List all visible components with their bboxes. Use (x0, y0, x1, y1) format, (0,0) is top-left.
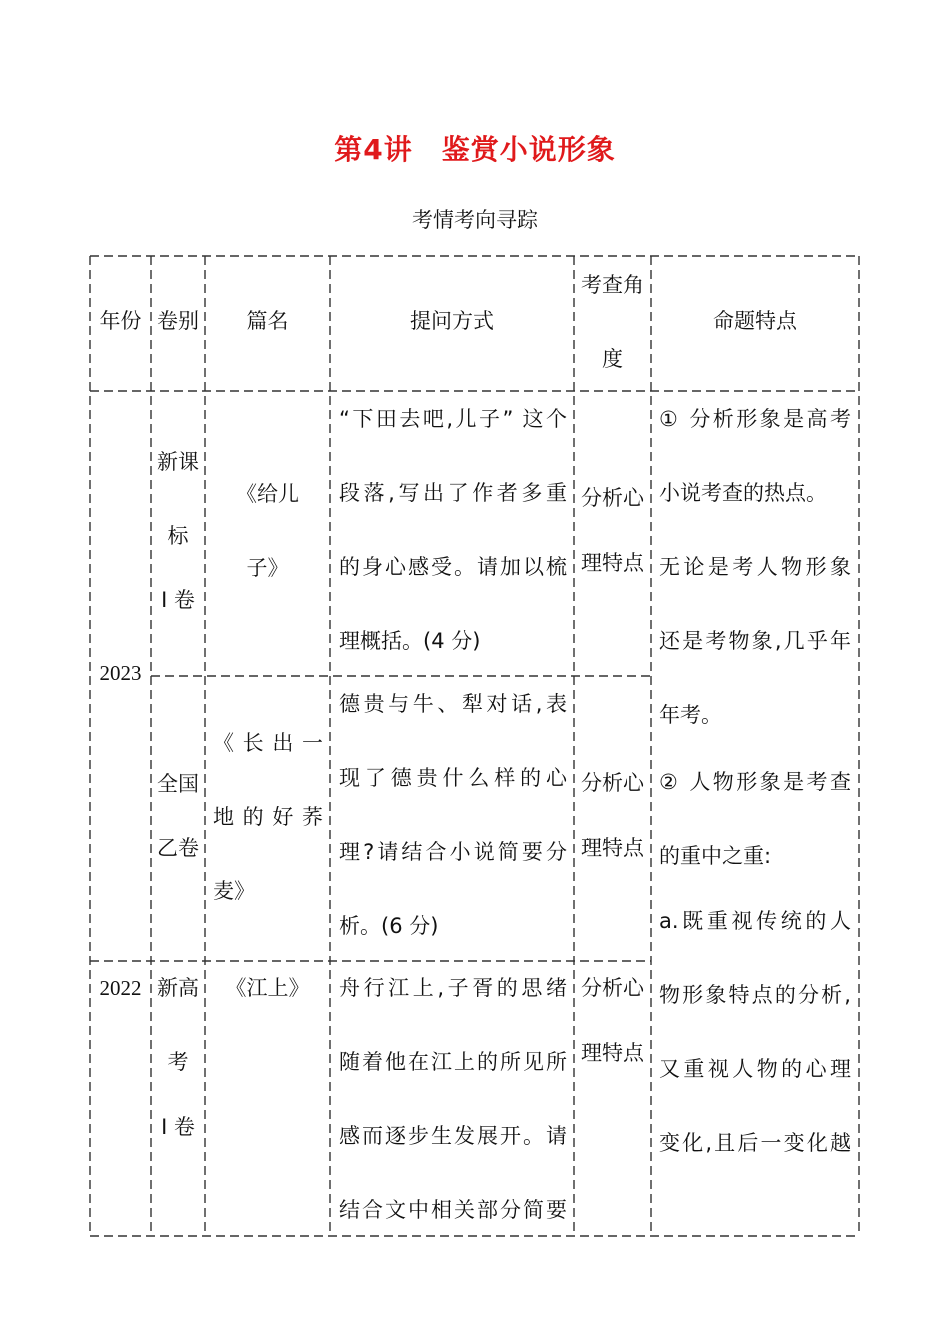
feature-line: 小说考查的热点。 (659, 481, 827, 505)
paper-line: 乙卷 (157, 836, 199, 860)
question-line: 理?请结合小说简要分 (339, 840, 567, 864)
question-line: 随着他在江上的所见所 (339, 1050, 567, 1074)
page-title: 第4讲 鉴赏小说形象 (334, 133, 616, 166)
angle-line: 理特点 (581, 1041, 644, 1065)
header-angle-line1: 考查角 (581, 273, 644, 297)
angle-line: 分析心 (581, 976, 644, 1000)
angle-line: 分析心 (581, 486, 644, 510)
question-line: 理概括。(4 分) (339, 629, 481, 653)
year-2022: 2022 (99, 976, 142, 1000)
paper-line: 新课 (157, 450, 199, 474)
piece-line: 地 的 好 荞 (213, 805, 323, 829)
piece-line: 麦》 (213, 879, 255, 903)
header-year: 年份 (99, 309, 142, 333)
feature-line: ② 人物形象是考查 (659, 770, 851, 794)
angle-line: 理特点 (581, 836, 644, 860)
question-line: 舟行江上,子胥的思绪 (339, 976, 567, 1000)
feature-line: 无论是考人物形象 (659, 555, 851, 579)
question-line: 的身心感受。请加以梳 (339, 555, 567, 579)
paper-line: 全国 (157, 772, 199, 796)
question-line: 感而逐步生发展开。请 (339, 1124, 567, 1148)
year-2023: 2023 (99, 661, 142, 685)
header-question: 提问方式 (410, 309, 494, 333)
feature-line: 的重中之重: (659, 844, 772, 868)
paper-line: 新高 (157, 976, 199, 1000)
feature-line: ① 分析形象是高考 (659, 407, 851, 431)
feature-line: 物形象特点的分析, (659, 983, 851, 1007)
feature-line: a.既重视传统的人 (659, 909, 851, 933)
paper-line: 考 (167, 1050, 189, 1074)
question-line: 结合文中相关部分简要 (339, 1198, 567, 1222)
header-piece: 篇名 (246, 309, 289, 333)
header-paper: 卷别 (157, 309, 199, 333)
feature-line: 年考。 (659, 703, 722, 727)
piece-line: 《 长 出 一 (213, 731, 323, 755)
piece-line: 《给儿 (236, 482, 299, 506)
header-feature: 命题特点 (713, 309, 797, 333)
piece-line: 子》 (246, 556, 289, 580)
feature-line: 变化,且后一变化越 (659, 1131, 851, 1155)
question-line: 德贵与牛、犁对话,表 (339, 692, 567, 716)
piece-line: 《江上》 (225, 976, 310, 1000)
feature-line: 又重视人物的心理 (659, 1057, 851, 1081)
page-subtitle: 考情考向寻踪 (412, 208, 538, 232)
question-line: “下田去吧,儿子” 这个 (339, 407, 567, 431)
feature-line: 还是考物象,几乎年 (659, 629, 851, 653)
question-line: 段落,写出了作者多重 (339, 481, 567, 505)
question-line: 现了德贵什么样的心 (339, 766, 567, 790)
paper-line: Ⅰ 卷 (161, 588, 195, 612)
header-angle-line2: 度 (602, 347, 623, 371)
paper-line: 标 (167, 524, 189, 548)
angle-line: 理特点 (581, 551, 644, 575)
angle-line: 分析心 (581, 771, 644, 795)
question-line: 析。(6 分) (339, 914, 439, 938)
paper-line: Ⅰ 卷 (161, 1115, 195, 1139)
